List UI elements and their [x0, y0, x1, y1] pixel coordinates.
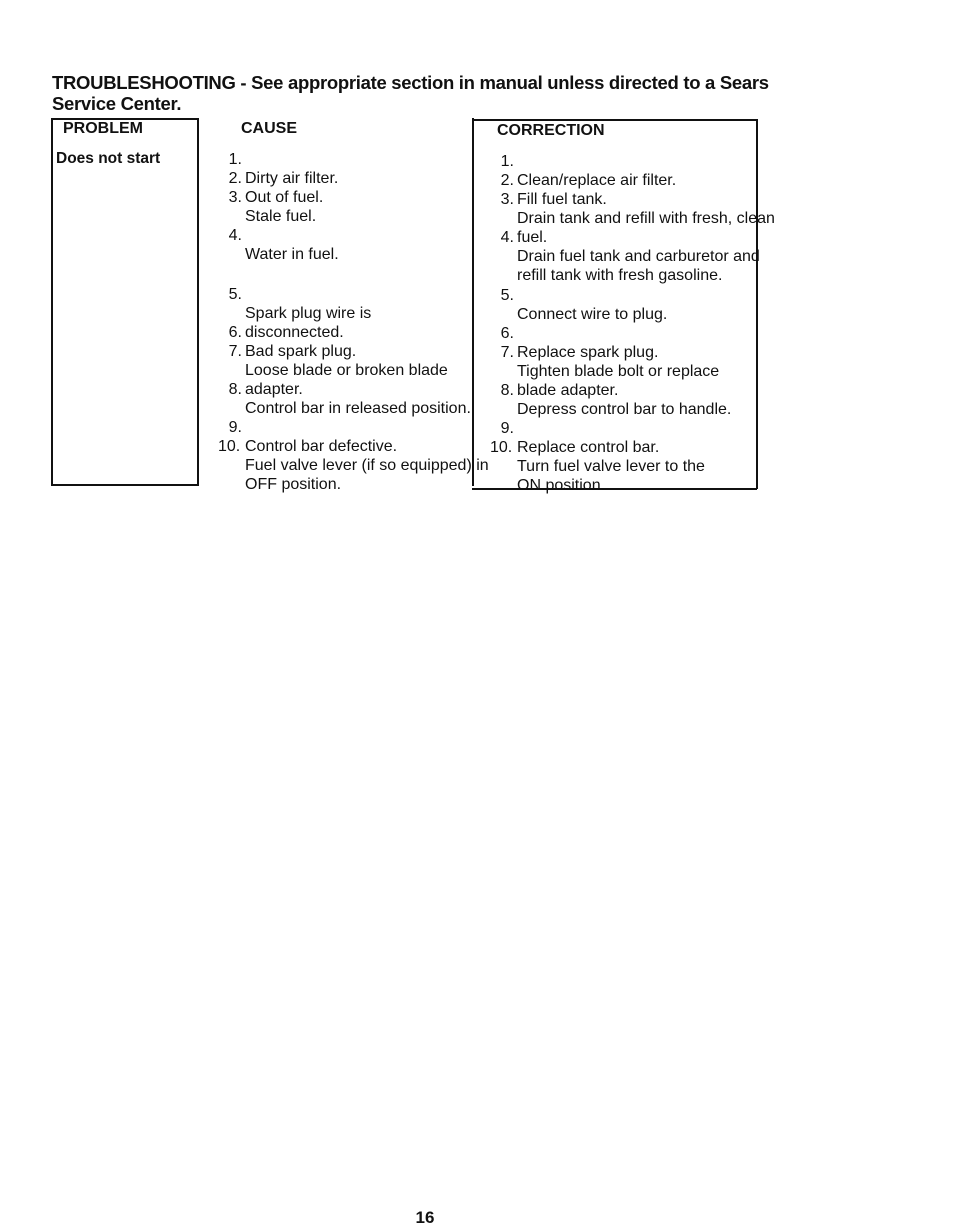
header-problem: PROBLEM [63, 120, 143, 137]
list-item: 10. Fuel valve lever (if so equipped) in OFF position. [218, 438, 489, 494]
list-item: 3. Drain tank and refill with fresh, clean fuel. [500, 191, 775, 247]
list-item: 5. Connect wire to plug. [500, 287, 668, 324]
table-border-bottom-left [51, 484, 199, 486]
list-item: 2. Out of fuel. [228, 170, 324, 207]
header-cause: CAUSE [241, 120, 298, 137]
page-number: 16 [415, 1208, 435, 1227]
list-item: 6. Bad spark plug. [228, 324, 357, 361]
list-item: 7. Tighten blade bolt or replace blade adapter. [500, 344, 720, 400]
troubleshooting-table [51, 118, 775, 495]
list-item: 1. Clean/replace air filter. [500, 153, 677, 190]
list-item: 4. Water in fuel. [228, 227, 339, 264]
heading-rest: See appropriate section in manual unless directed to a Sears Service Center. [52, 72, 769, 114]
list-item: 10. Turn fuel valve lever to the ON position. [490, 439, 705, 495]
list-item: 7. Loose blade or broken blade adapter. [228, 343, 448, 399]
table-border-left [51, 118, 53, 486]
problem-text: Does not start [56, 150, 161, 167]
column-divider-1 [197, 118, 199, 486]
list-item: 6. Replace spark plug. [500, 325, 659, 362]
list-item: 5. Spark plug wire is disconnected. [228, 286, 372, 342]
heading-lead: TROUBLESHOOTING - [52, 72, 247, 93]
list-item: 1. Dirty air filter. [228, 151, 339, 188]
list-item: 9. Replace control bar. [500, 420, 660, 457]
list-item: 8. Depress control bar to handle. [500, 382, 732, 419]
list-item: 3. Stale fuel. [228, 189, 317, 226]
list-item: 8. Control bar in released position. [228, 381, 471, 418]
list-item: 2. Fill fuel tank. [500, 172, 607, 209]
header-correction: CORRECTION [497, 122, 605, 139]
list-item: 9. Control bar defective. [228, 419, 398, 456]
list-item: 4. Drain fuel tank and carburetor and refill tank with fresh gasoline. [500, 229, 760, 285]
troubleshooting-heading [52, 72, 772, 114]
